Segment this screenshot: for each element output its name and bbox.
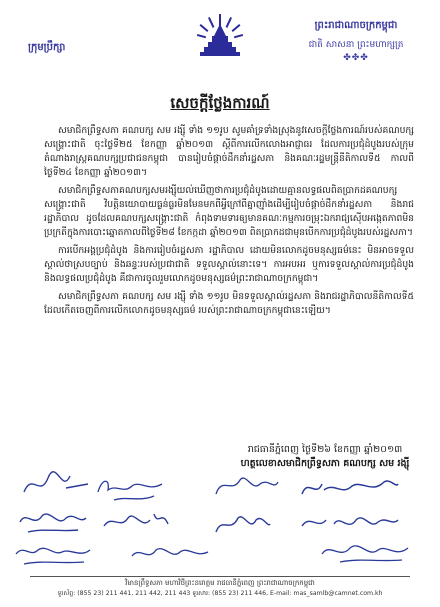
- signatory-line: ហត្ថលេខាសមាជិកព្រឹទ្ធសភា គណបក្ស សម រង្ស៊ី: [240, 458, 410, 469]
- paragraph-3: ការបើកអង្គប្រជុំដំបូង និងការរៀបចំរដ្ឋសភា រដ្ឋាភិបាល ដោយមិនលោកដូចមនុស្សធម៌នេះ មិនអាចទទួលស្គាល់ថាស្របច្បាប់ និងឆន្ទៈរបស់ប្រជាជាតិ ទទួលស្គាល់នោះទេ។ ការអបអរ ឬការទទួលស្គាល់ការប្រជុំដំបូង និងលទ្ធផលប្រជុំដំបូង គឺជាការចូលរួមលោកដូចមនុស្សធម៌ព្រះរាជាណាចក្រកម្ពុជា។: [44, 245, 414, 284]
- signatures-block: [0, 470, 440, 570]
- paragraph-2: សមាជិកព្រឹទ្ធសភាគណបក្សសមរង្ស៊ីយល់ឃើញថាការប្រជុំដំបូងដោយគ្មានលទ្ធផលពិតប្រាកដគណបក្សសង្គ្រោះជាតិ វិបត្តិនយោបាយធ្ងន់ធ្ងរមិនមែនមកពីអ្វីក្រៅពីគ្នាញ៉ាំងដើម្បីរៀបចំផ្តាច់ដឹកនាំរដ្ឋសភា និងរាជរដ្ឋាភិបាល ដូចដែលគណបក្សសង្គ្រោះជាតិ កំពុងទាមទារឲ្យមានគណៈកម្មការចម្រុះឯករាជ្យស៊ើបអង្កេតភាពមិនប្រក្រតីក្នុងការបោះឆ្នោតកាលពីថ្ងៃទី២៨ ខែកក្កដា ឆ្នាំ២០១៣ ពិតប្រាកដជាមុនបើកការប្រជុំដំបូងរបស់រដ្ឋសភា។: [44, 185, 414, 238]
- institution-label: ក្រុមប្រឹក្សា: [28, 42, 66, 53]
- signature-1: [22, 470, 92, 504]
- ornament-divider: ✤✤✤: [343, 53, 369, 63]
- signature-2: [96, 474, 166, 510]
- signature-4: [300, 474, 400, 508]
- signature-3: [212, 470, 282, 504]
- paragraph-4: សមាជិកព្រឹទ្ធសភា គណបក្ស សម រង្ស៊ី ទាំង ១១រូប មិនទទួលស្គាល់រដ្ឋសភា និងរាជរដ្ឋាភិបាលនីតិកាលទី៥ ដែលកើតចេញពីការលើកលោកដូចមនុស្សធម៌ របស់ព្រះរាជាណាចក្រកម្ពុជានេះឡើយ។: [44, 291, 414, 316]
- footer-address: វិមានព្រឹទ្ធសភា មហាវិថីព្រះនរោត្តម រាជធានីភ្នំពេញ ព្រះរាជាណាចក្រកម្ពុជា: [125, 579, 315, 587]
- document-title: សេចក្ដីថ្លែងការណ៍: [170, 94, 270, 112]
- signature-6: [100, 506, 170, 540]
- signature-5: [18, 506, 88, 540]
- footer-contact: ទូរស័ព្ទ: (855 23) 211 441, 211 442, 211 443 ទូរសារ: (855 23) 211 446, E-mail: mas_samlb@camnet.com.kh: [57, 590, 383, 597]
- signature-9: [14, 540, 94, 572]
- kingdom-name: ព្រះរាជាណាចក្រកម្ពុជា: [314, 20, 398, 31]
- kingdom-motto-block: [296, 18, 416, 63]
- signature-11: [320, 538, 410, 570]
- paragraph-1: សមាជិកព្រឹទ្ធសភា គណបក្ស សម រង្ស៊ី ទាំង ១១រូប សូមគាំទ្រទាំងស្រុងនូវសេចក្ដីថ្លែងការណ៍របស់គណបក្សសង្គ្រោះជាតិ ចុះថ្ងៃទី២៥ ខែកញ្ញា ឆ្នាំ២០១៣ ស្ដីពីការលើកលោងអាជ្ញាធរ ដែលការប្រជុំដំបូងរបស់ក្រុមតំណាងរាស្ត្រគណបក្សប្រជាជនកម្ពុជា បានរៀបចំផ្តាច់ដឹកនាំរដ្ឋសភា និងគណៈរដ្ឋមន្ត្រីនីតិកាលទី៥ កាលពីថ្ងៃទី២៤ ខែកញ្ញា ឆ្នាំ២០១៣។: [44, 125, 414, 178]
- signature-7: [212, 510, 272, 544]
- footer-divider: [30, 576, 410, 577]
- kingdom-motto: ជាតិ សាសនា ព្រះមហាក្សត្រ: [308, 40, 404, 50]
- statement-body: [44, 124, 414, 322]
- footer: [0, 579, 440, 599]
- signature-8: [300, 508, 400, 542]
- senate-emblem-logo: [196, 12, 244, 60]
- signature-10: [130, 540, 210, 570]
- date-line: រាជធានីភ្នំពេញ ថ្ងៃទី២៦ ខែកញ្ញា ឆ្នាំ២០១៣: [247, 444, 403, 455]
